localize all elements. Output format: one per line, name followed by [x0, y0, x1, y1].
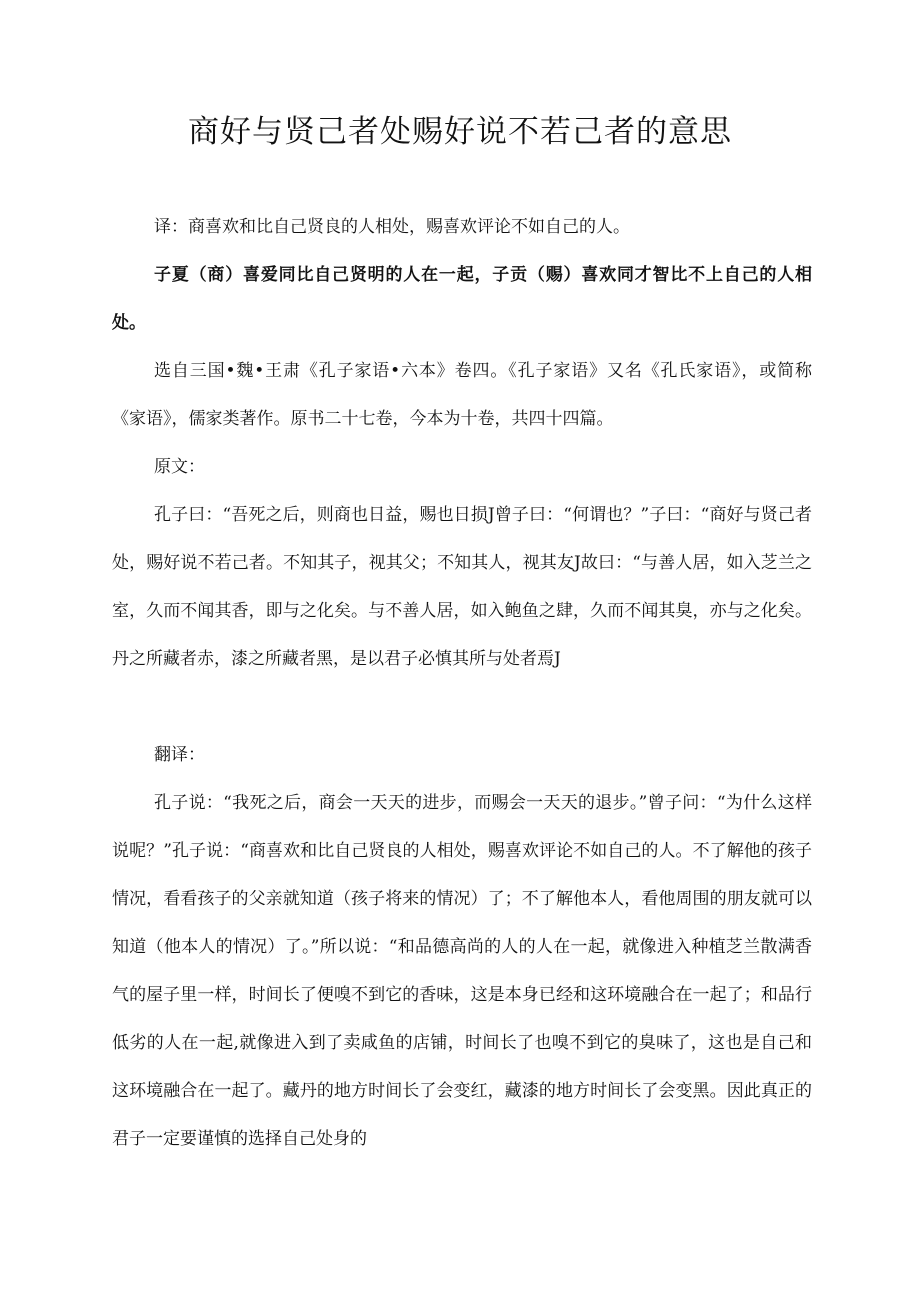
document-title: 商好与贤己者处赐好说不若己者的意思	[188, 114, 732, 150]
original-text-heading: 原文：	[154, 457, 205, 477]
original-text-paragraph: 孔子曰：“吾死之后，则商也日益，赐也日损J曾子曰：“何谓也？”子曰：“商好与贤己者处，赐好说不若己者。不知其子，视其父；不知其人，视其友J故曰：“与善人居，如入芝兰之室，久而不闻其香，即与之化矣。与不善人居，如入鲍鱼之肆，久而不闻其臭，亦与之化矣。丹之所藏者赤，漆之所藏者黑，是以君子必慎其所与处者焉J	[112, 505, 812, 669]
translation-paragraph: 孔子说：“我死之后，商会一天天的进步，而赐会一天天的退步。”曾子问：“为什么这样说呢？”孔子说：“商喜欢和比自己贤良的人相处，赐喜欢评论不如自己的人。不了解他的孩子情况，看看孩子的父亲就知道（孩子将来的情况）了；不了解他本人，看他周围的朋友就可以知道（他本人的情况）了。”所以说：“和品德高尚的人的人在一起，就像进入种植芝兰散满香气的屋子里一样，时间长了便嗅不到它的香味，这是本身已经和这环境融合在一起了；和品行低劣的人在一起,就像进入到了卖咸鱼的店铺，时间长了也嗅不到它的臭味了，这也是自己和这环境融合在一起了。藏丹的地方时间长了会变红，藏漆的地方时间长了会变黑。因此真正的君子一定要谨慎的选择自己处身的	[112, 793, 812, 1149]
source-note-paragraph: 选自三国•魏•王肃《孔子家语•六本》卷四。《孔子家语》又名《孔氏家语》，或简称《家语》，儒家类著作。原书二十七卷，今本为十卷，共四十四篇。	[112, 361, 812, 429]
translation-summary-paragraph: 译：商喜欢和比自己贤良的人相处，赐喜欢评论不如自己的人。	[154, 217, 630, 237]
translation-heading: 翻译：	[154, 745, 205, 765]
bold-explanation-paragraph: 子夏（商）喜爱同比自己贤明的人在一起，子贡（赐）喜欢同才智比不上自己的人相处。	[112, 265, 812, 333]
